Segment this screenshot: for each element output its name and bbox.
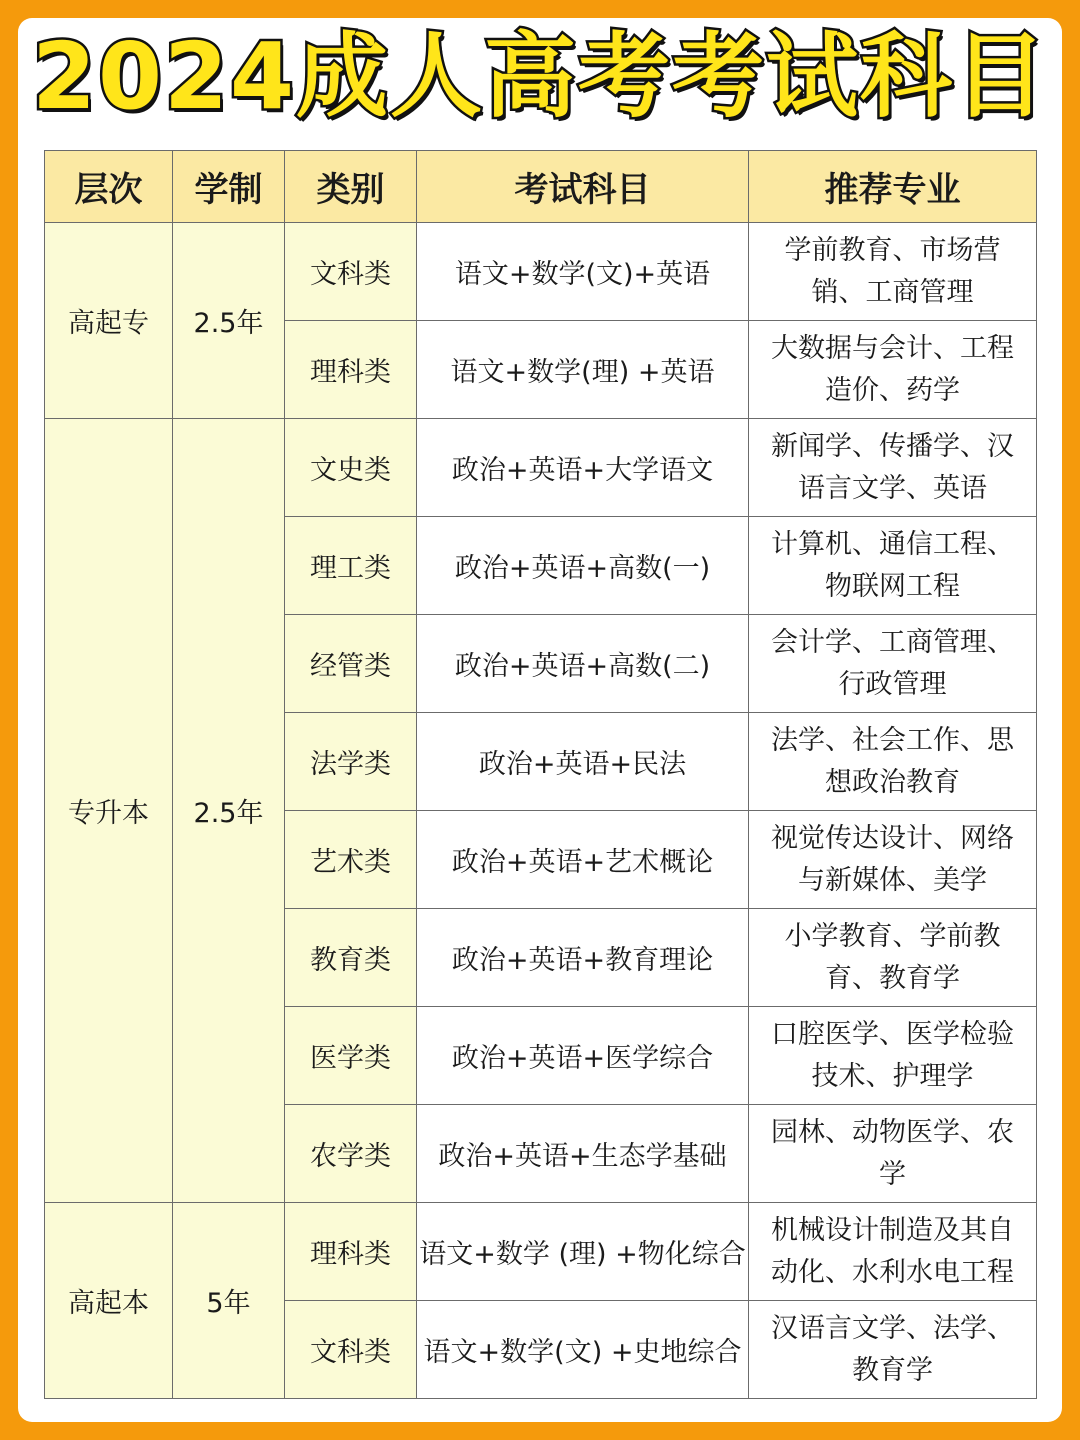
majors-text: 法学、社会工作、思想政治教育 — [771, 724, 1014, 798]
header-subjects: 考试科目 — [417, 151, 749, 223]
category-cell: 艺术类 — [285, 811, 417, 909]
category-cell: 理工类 — [285, 517, 417, 615]
majors-text: 新闻学、传播学、汉语言文学、英语 — [771, 430, 1014, 504]
category-cell: 理科类 — [285, 1203, 417, 1301]
level-cell: 专升本 — [45, 419, 173, 1203]
subjects-cell: 政治+英语+大学语文 — [417, 419, 749, 517]
majors-text: 汉语言文学、法学、教育学 — [771, 1312, 1014, 1386]
header-majors: 推荐专业 — [749, 151, 1037, 223]
table-row — [45, 419, 1037, 517]
subjects-cell: 语文+数学 (理) +物化综合 — [417, 1203, 749, 1301]
header-level: 层次 — [45, 151, 173, 223]
subjects-cell: 政治+英语+医学综合 — [417, 1007, 749, 1105]
majors-text: 口腔医学、医学检验技术、护理学 — [771, 1018, 1014, 1092]
majors-text: 计算机、通信工程、物联网工程 — [771, 528, 1014, 602]
majors-cell — [749, 321, 1037, 419]
majors-cell — [749, 1301, 1037, 1399]
years-cell: 2.5年 — [173, 223, 285, 419]
table-row — [45, 1203, 1037, 1301]
years-cell: 5年 — [173, 1203, 285, 1399]
level-cell: 高起本 — [45, 1203, 173, 1399]
majors-cell — [749, 811, 1037, 909]
majors-cell — [749, 419, 1037, 517]
page-title: 2024成人高考考试科目 — [31, 23, 1049, 130]
majors-cell — [749, 1007, 1037, 1105]
category-cell: 理科类 — [285, 321, 417, 419]
subjects-cell: 政治+英语+高数(一) — [417, 517, 749, 615]
header-years: 学制 — [173, 151, 285, 223]
subjects-cell: 政治+英语+生态学基础 — [417, 1105, 749, 1203]
majors-cell — [749, 517, 1037, 615]
level-cell: 高起专 — [45, 223, 173, 419]
category-cell: 文科类 — [285, 1301, 417, 1399]
table-header-row — [45, 151, 1037, 223]
category-cell: 农学类 — [285, 1105, 417, 1203]
category-cell: 文科类 — [285, 223, 417, 321]
majors-text: 学前教育、市场营销、工商管理 — [784, 234, 1001, 308]
majors-cell — [749, 909, 1037, 1007]
subjects-cell: 语文+数学(文) +史地综合 — [417, 1301, 749, 1399]
majors-text: 视觉传达设计、网络与新媒体、美学 — [771, 822, 1014, 896]
subjects-cell: 政治+英语+民法 — [417, 713, 749, 811]
header-category: 类别 — [285, 151, 417, 223]
majors-cell — [749, 1203, 1037, 1301]
subjects-cell: 语文+数学(文)+英语 — [417, 223, 749, 321]
category-cell: 法学类 — [285, 713, 417, 811]
majors-text: 小学教育、学前教育、教育学 — [784, 920, 1001, 994]
subjects-cell: 政治+英语+高数(二) — [417, 615, 749, 713]
subjects-cell: 语文+数学(理) +英语 — [417, 321, 749, 419]
category-cell: 医学类 — [285, 1007, 417, 1105]
category-cell: 经管类 — [285, 615, 417, 713]
majors-text: 会计学、工商管理、行政管理 — [771, 626, 1014, 700]
category-cell: 文史类 — [285, 419, 417, 517]
subjects-cell: 政治+英语+艺术概论 — [417, 811, 749, 909]
majors-text: 大数据与会计、工程造价、药学 — [771, 332, 1014, 406]
years-cell: 2.5年 — [173, 419, 285, 1203]
majors-cell — [749, 713, 1037, 811]
majors-cell — [749, 615, 1037, 713]
subjects-table — [44, 150, 1037, 1399]
majors-text: 机械设计制造及其自动化、水利水电工程 — [771, 1214, 1014, 1288]
table-row — [45, 223, 1037, 321]
majors-text: 园林、动物医学、农学 — [771, 1116, 1014, 1190]
majors-cell — [749, 1105, 1037, 1203]
category-cell: 教育类 — [285, 909, 417, 1007]
majors-cell — [749, 223, 1037, 321]
subjects-cell: 政治+英语+教育理论 — [417, 909, 749, 1007]
